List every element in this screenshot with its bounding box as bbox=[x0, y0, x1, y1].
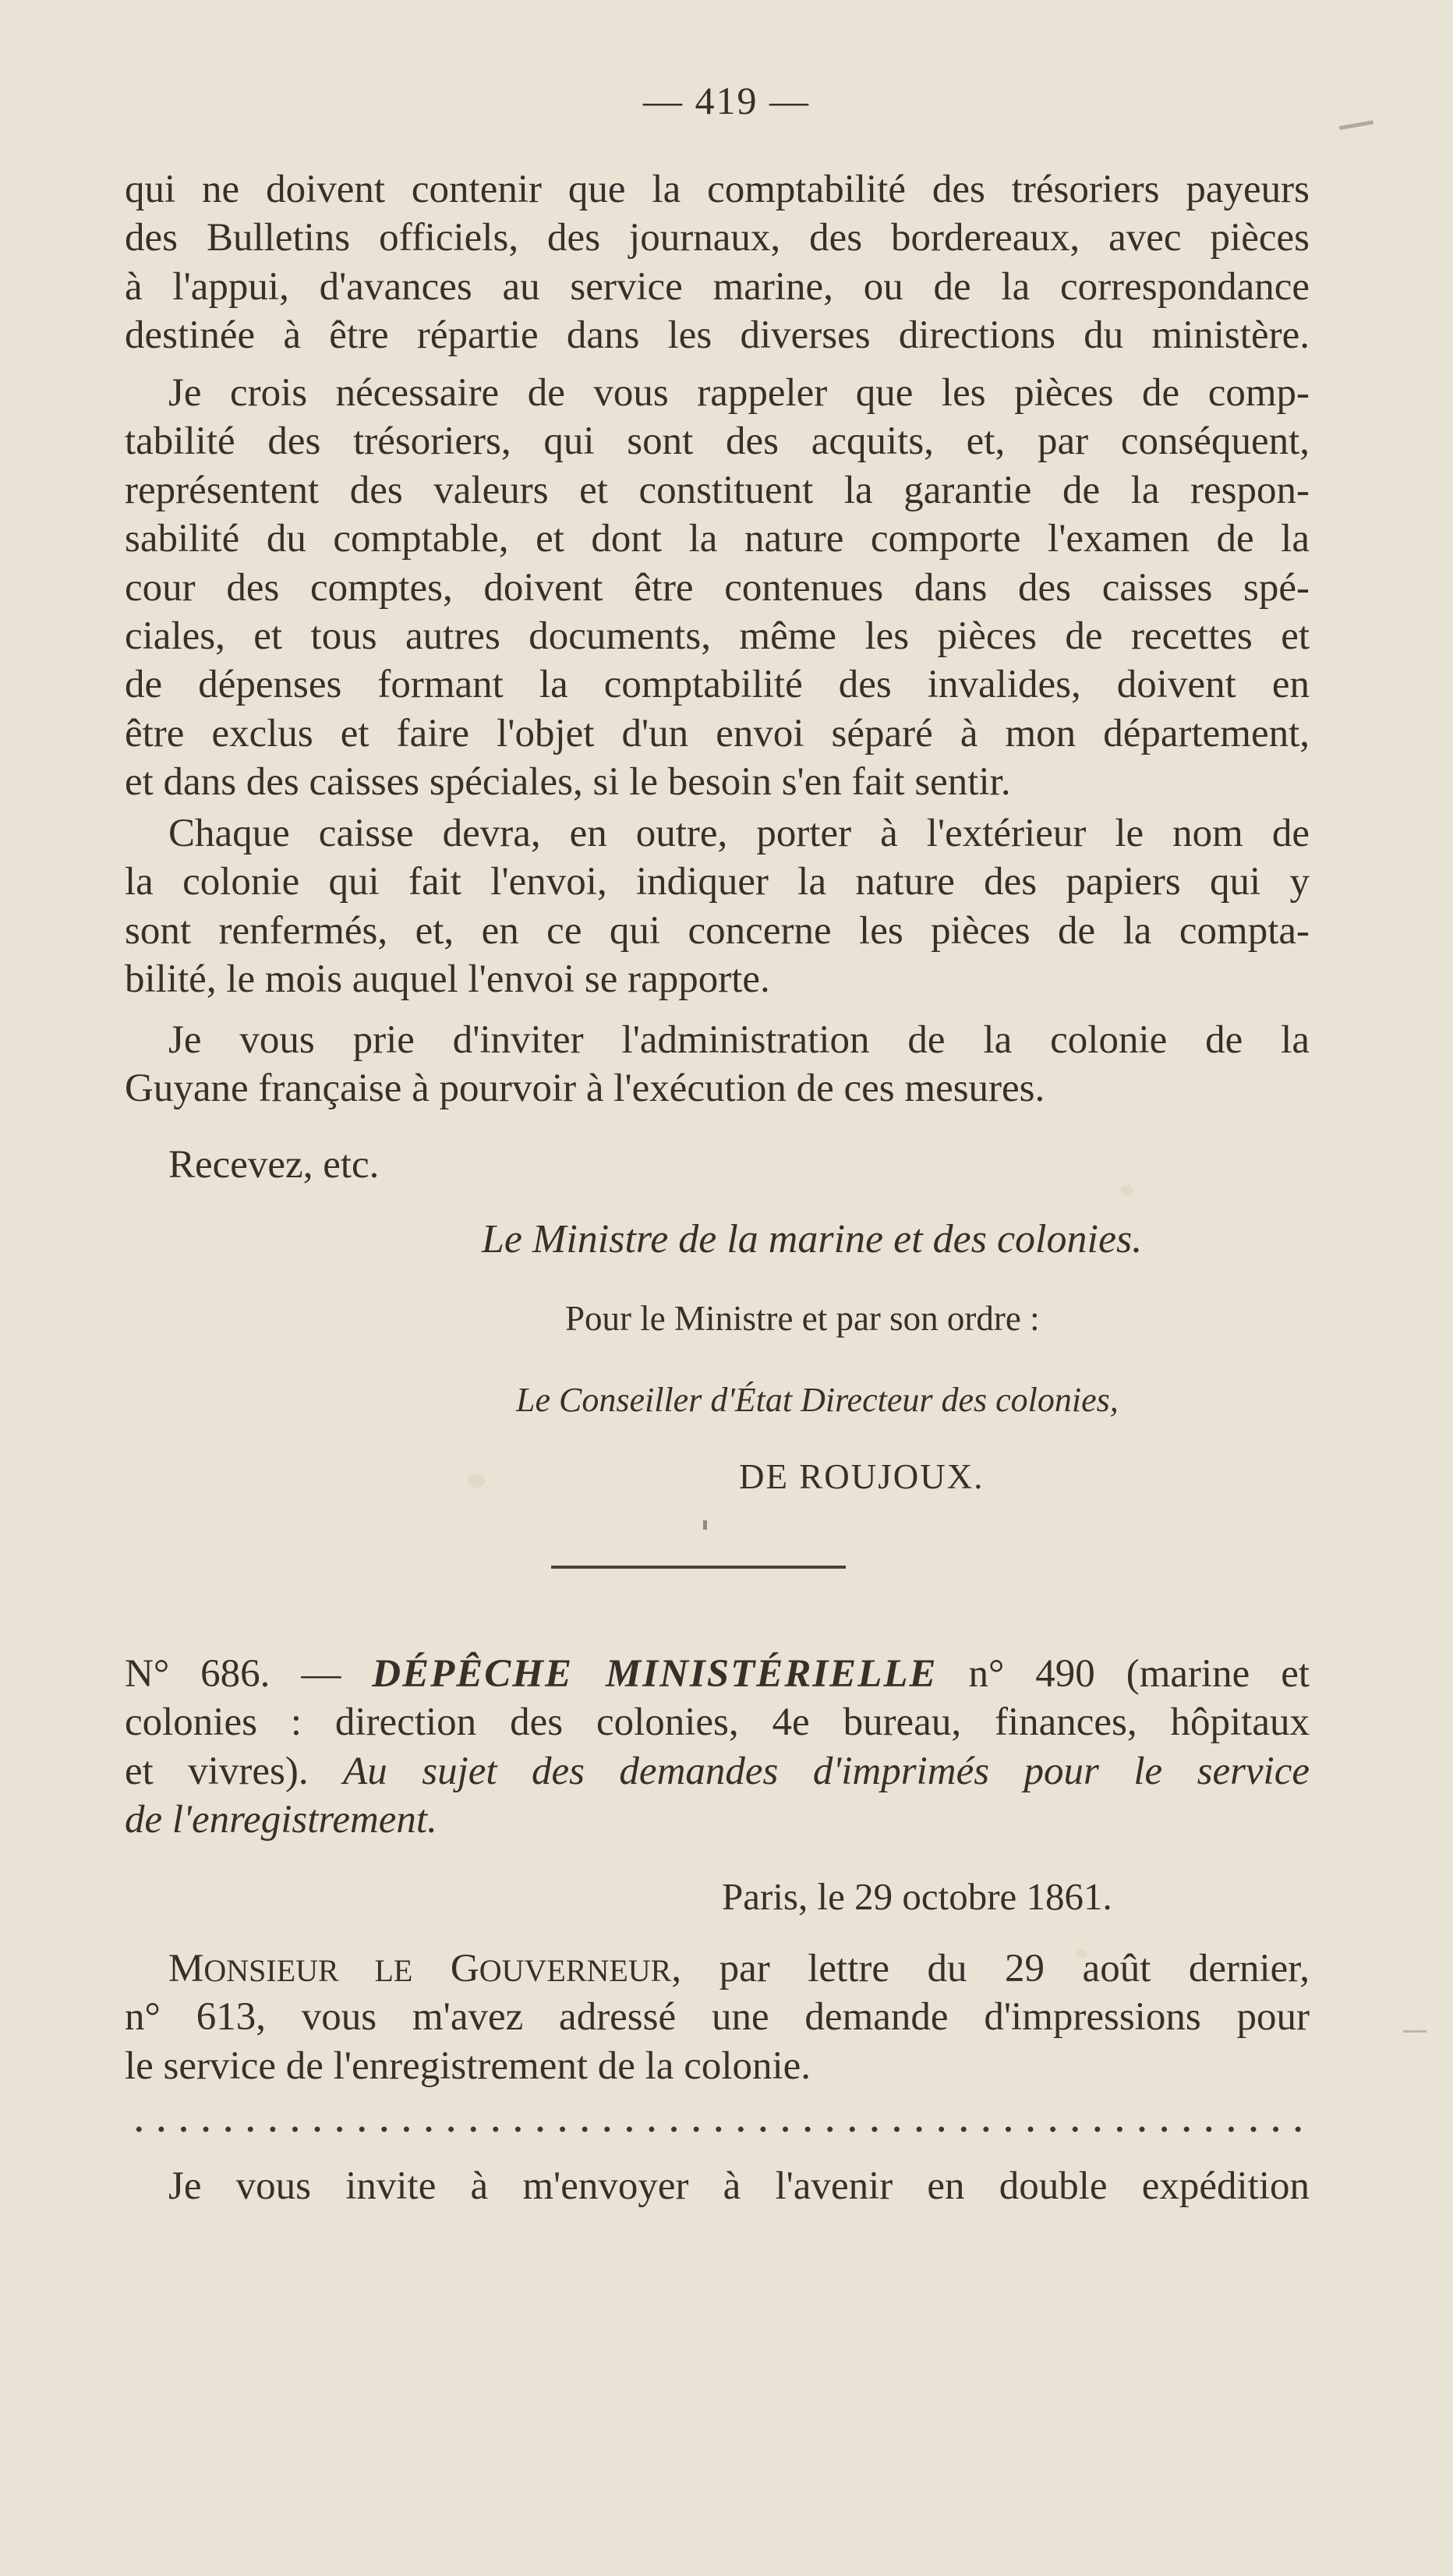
text-line: colonies : direction des colonies, 4e bureau, finances, hôpitaux bbox=[125, 1700, 1310, 1745]
text-line: sont renfermés, et, en ce qui concerne les pièces de la compta- bbox=[125, 908, 1310, 953]
text-line: sabilité du comptable, et dont la nature comporte l'examen de la bbox=[125, 517, 1310, 561]
signature-minister: Le Ministre de la marine et des colonies. bbox=[482, 1217, 1143, 1261]
text-line: représentent des valeurs et constituent la garantie de la respon- bbox=[125, 468, 1310, 512]
signature-for-minister: Pour le Ministre et par son ordre : bbox=[565, 1299, 1040, 1338]
text-line: bilité, le mois auquel l'envoi se rapporte. bbox=[125, 957, 770, 1002]
text-line: Guyane française à pourvoir à l'exécution de ces mesures. bbox=[125, 1067, 1045, 1111]
text-line: cour des comptes, doivent être contenues dans des caisses spé- bbox=[125, 565, 1310, 610]
dispatch-heading bbox=[125, 1650, 1310, 1845]
page-number: — 419 — bbox=[643, 79, 810, 122]
text-line: être exclus et faire l'objet d'un envoi séparé à mon département, bbox=[125, 711, 1310, 755]
text-line bbox=[125, 1944, 1310, 1993]
dispatch-date: Paris, le 29 octobre 1861. bbox=[722, 1875, 1112, 1918]
signature-name: DE ROUJOUX. bbox=[739, 1457, 985, 1496]
text-line: qui ne doivent contenir que la comptabilité des trésoriers payeurs bbox=[125, 168, 1310, 211]
text-line: et dans des caisses spéciales, si le besoin s'en fait sentir. bbox=[125, 760, 1011, 805]
section-divider bbox=[551, 1566, 846, 1569]
dispatch-body-continuation bbox=[125, 2162, 1310, 2210]
text-line: des Bulletins officiels, des journaux, des bordereaux, avec pièces bbox=[125, 216, 1310, 260]
text-line: à l'appui, d'avances au service marine, ou de la correspondance bbox=[125, 264, 1310, 309]
salutation-ouverneur: OUVERNEUR bbox=[479, 1953, 672, 1988]
text-line: Je vous prie d'inviter l'administration de la colonie de la bbox=[168, 1018, 1310, 1062]
text-line: destinée à être répartie dans les diverses directions du ministère. bbox=[125, 313, 1310, 358]
salutation-initial-g: G bbox=[450, 1947, 479, 1990]
text-line: Recevez, etc. bbox=[168, 1143, 380, 1187]
paper-mark bbox=[703, 1520, 707, 1530]
text-line: n° 613, vous m'avez adressé une demande d'impressions pour bbox=[125, 1995, 1310, 2040]
dispatch-body-line1: , par lettre du 29 août dernier, bbox=[671, 1947, 1310, 1990]
dispatch-label: DÉPÊCHE MINISTÉRIELLE bbox=[372, 1652, 938, 1696]
dispatch-body bbox=[125, 1944, 1310, 2090]
dispatch-line3-plain: et vivres). bbox=[125, 1749, 309, 1793]
text-line: Chaque caisse devra, en outre, porter à l'extérieur le nom de bbox=[168, 812, 1310, 855]
paragraph-crate-labels bbox=[125, 809, 1310, 1004]
salutation-onsieur: ONSIEUR LE bbox=[203, 1953, 413, 1988]
text-line: le service de l'enregistrement de la colonie. bbox=[125, 2043, 811, 2088]
signature-councillor: Le Conseiller d'État Directeur des colonies, bbox=[516, 1381, 1119, 1419]
paragraph-guyane bbox=[125, 1016, 1310, 1113]
text-line bbox=[125, 1747, 1310, 1796]
dispatch-subject: Au sujet des demandes d'imprimés pour le service bbox=[343, 1749, 1310, 1793]
text-line: la colonie qui fait l'envoi, indiquer la nature des papiers qui y bbox=[125, 860, 1310, 904]
text-line: Je crois nécessaire de vous rappeler que les pièces de comp- bbox=[168, 371, 1310, 415]
paper-mark bbox=[1403, 2030, 1426, 2033]
omission-dots bbox=[128, 2125, 1306, 2133]
salutation-initial-m: M bbox=[168, 1947, 204, 1990]
text-line bbox=[125, 1650, 1310, 1698]
paragraph-continuation bbox=[125, 165, 1310, 360]
text-line: de dépenses formant la comptabilité des invalides, doivent en bbox=[125, 663, 1310, 707]
paragraph-closing bbox=[125, 1141, 1310, 1189]
dispatch-heading-rest: n° 490 (marine et bbox=[968, 1652, 1310, 1696]
dispatch-subject-end: de l'enregistrement. bbox=[125, 1798, 437, 1842]
dispatch-number: N° 686. — bbox=[125, 1652, 341, 1696]
paragraph-accounting-documents bbox=[125, 369, 1310, 807]
text-line: tabilité des trésoriers, qui sont des acquits, et, par conséquent, bbox=[125, 419, 1310, 464]
text-line: ciales, et tous autres documents, même les pièces de recettes et bbox=[125, 614, 1310, 658]
text-line: Je vous invite à m'envoyer à l'avenir en double expédition bbox=[168, 2164, 1310, 2208]
